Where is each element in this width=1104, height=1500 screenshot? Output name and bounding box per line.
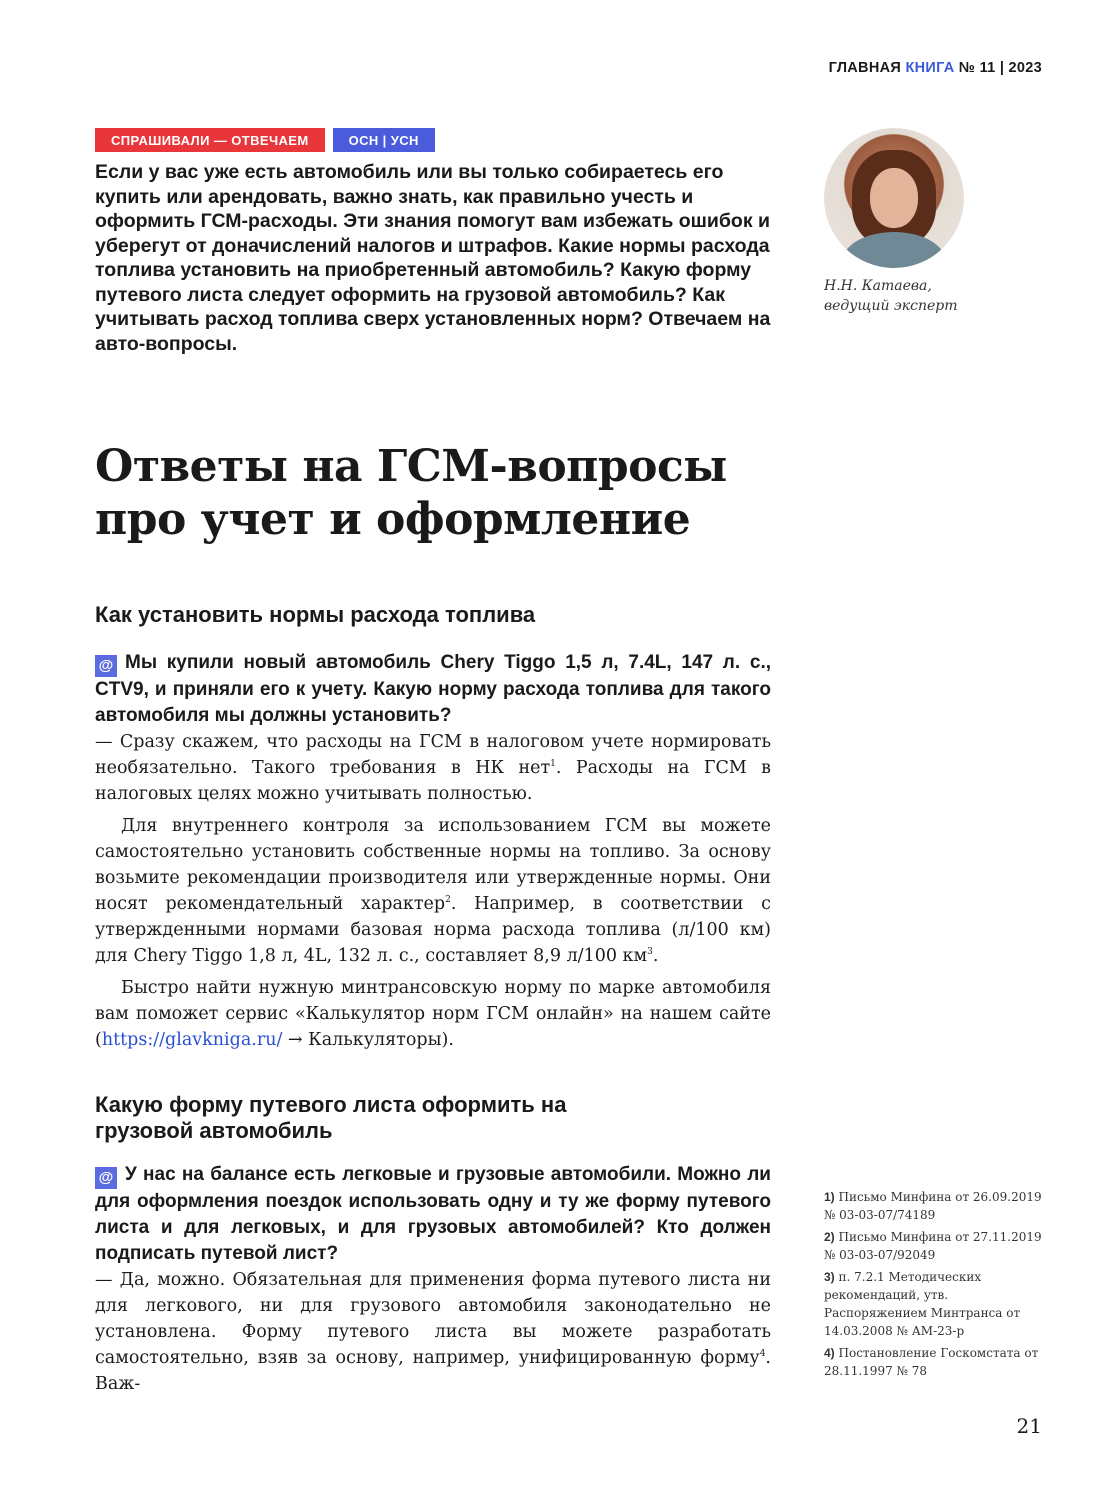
body-text: → Калькуляторы). bbox=[282, 1030, 454, 1050]
footnote bbox=[824, 1268, 1044, 1340]
answer-text: . Расходы на ГСМ в налоговых целях можно учитывать полностью. bbox=[95, 758, 772, 804]
section-heading: Какую форму путевого листа оформить на грузовой автомобиль bbox=[95, 1092, 567, 1143]
answer-text: — Сразу скажем, что расходы на ГСМ в налоговом учете нормировать необязательно. Такого требования в НК нет bbox=[95, 732, 771, 778]
tax-regime-tag: ОСН | УСН bbox=[333, 128, 435, 152]
expert-role: ведущий эксперт bbox=[824, 298, 958, 314]
expert-card bbox=[824, 128, 984, 316]
rubric-tag: СПРАШИВАЛИ — ОТВЕЧАЕМ bbox=[95, 128, 325, 152]
footnote-text: Письмо Минфина от 27.11.2019 № 03-03-07/92049 bbox=[824, 1230, 1042, 1262]
body-text: . bbox=[652, 946, 659, 966]
at-icon: @ bbox=[95, 1167, 117, 1189]
page-number: 21 bbox=[1016, 1414, 1042, 1438]
lead-paragraph: Если у вас уже есть автомобиль или вы только собираетесь его купить или арендовать, важно знать, как правильно учесть и оформить ГСМ-расходы. Эти знания помогут вам избежать ошибок и уберегут от доначислений налогов и штрафов. Какие нормы расхода топлива установить на приобретенный автомобиль? Какую форму путевого листа следует оформить на грузовой автомобиль? Как учитывать расход топлива сверх установленных норм? Отвечаем на авто-вопросы. bbox=[95, 161, 771, 355]
question bbox=[95, 650, 771, 729]
footnote-number: 1) bbox=[824, 1190, 835, 1204]
body-text: . Например, в соответствии с утвержденными нормами базовая норма расхода топлива (л/100 км) для Chery Tiggo 1,8 л, 4L, 132 л. с., составляет 8,9 л/100 км bbox=[95, 894, 771, 966]
body-paragraph bbox=[95, 975, 771, 1053]
answer-text: — Да, можно. Обязательная для применения форма путевого листа ни для легкового, ни для грузового автомобиля законодательно не установлена. Форму путевого листа вы можете разработать самостоятельно, взяв за основу, например, унифицированную форму bbox=[95, 1270, 771, 1368]
site-link[interactable]: https://glavkniga.ru/ bbox=[101, 1030, 283, 1050]
footnote-ref[interactable]: 2 bbox=[445, 895, 451, 906]
body-text: Быстро найти нужную минтрансовскую норму по марке автомобиля вам поможет сервис «Калькулятор норм ГСМ онлайн» на нашем сайте ( bbox=[95, 978, 771, 1050]
footnote bbox=[824, 1344, 1044, 1380]
footnote-ref[interactable]: 1 bbox=[550, 759, 556, 770]
answer-text: . Важ- bbox=[95, 1348, 771, 1394]
masthead-part2: № 11 | 2023 bbox=[954, 60, 1042, 76]
footnotes bbox=[824, 1188, 1044, 1384]
footnote-text: Постановление Госкомстата от 28.11.1997 № 78 bbox=[824, 1346, 1039, 1378]
footnote-number: 3) bbox=[824, 1270, 835, 1284]
question-text: У нас на балансе есть легковые и грузовые автомобили. Можно ли для оформления поездок использовать одну и ту же форму путевого листа и для легковых, и для грузовых автомобилей? Кто должен подписать путевой лист? bbox=[95, 1164, 771, 1264]
article-title: Ответы на ГСМ-вопросы про учет и оформление bbox=[95, 441, 727, 545]
footnote bbox=[824, 1188, 1044, 1224]
section-1-body bbox=[95, 650, 771, 1053]
footnote-text: Письмо Минфина от 26.09.2019 № 03-03-07/74189 bbox=[824, 1190, 1042, 1222]
footnote-ref[interactable]: 3 bbox=[647, 947, 653, 958]
footnote-text: п. 7.2.1 Методических рекомендаций, утв. Распоряжением Минтранса от 14.03.2008 № АМ-23-р bbox=[824, 1270, 1021, 1338]
body-paragraph bbox=[95, 813, 771, 969]
masthead bbox=[829, 60, 1042, 76]
body-text: Для внутреннего контроля за использованием ГСМ вы можете самостоятельно установить собственные нормы на топливо. За основу возьмите рекомендации производителя или утвержденные нормы. Они носят рекомендательный характер bbox=[95, 816, 771, 914]
section-heading: Как установить нормы расхода топлива bbox=[95, 602, 536, 627]
footnote-number: 4) bbox=[824, 1346, 835, 1360]
question-text: Мы купили новый автомобиль Chery Tiggo 1,5 л, 7.4L, 147 л. с., CTV9, и приняли его к учету. Какую норму расхода топлива для такого автомобиля мы должны установить? bbox=[95, 652, 771, 726]
answer-paragraph bbox=[95, 729, 771, 807]
question bbox=[95, 1162, 771, 1267]
at-icon: @ bbox=[95, 655, 117, 677]
expert-photo bbox=[824, 128, 964, 268]
masthead-accent: КНИГА bbox=[905, 60, 955, 76]
expert-name: Н.Н. Катаева, bbox=[824, 278, 932, 294]
rubric-tags bbox=[95, 128, 435, 152]
footnote bbox=[824, 1228, 1044, 1264]
section-2-body bbox=[95, 1162, 771, 1397]
footnote-ref[interactable]: 4 bbox=[759, 1349, 766, 1360]
answer-paragraph bbox=[95, 1267, 771, 1397]
footnote-number: 2) bbox=[824, 1230, 835, 1244]
expert-caption bbox=[824, 276, 984, 316]
masthead-part1: ГЛАВНАЯ bbox=[828, 60, 906, 76]
